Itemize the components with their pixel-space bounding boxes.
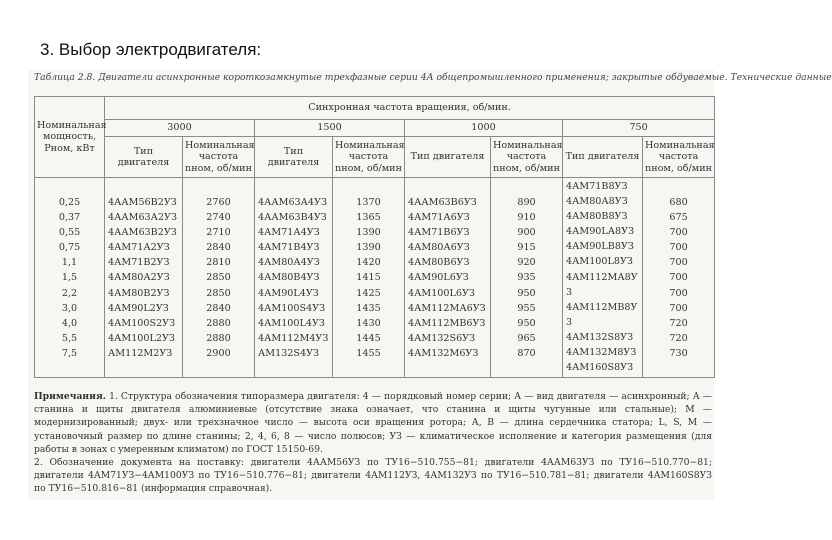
sync-speed-header: Синхронная частота вращения, об/мин. <box>105 97 715 120</box>
table-cell: 4ААМ63В6УЗ <box>408 197 477 208</box>
table-cell: 4АМ160S8УЗ <box>566 362 634 374</box>
type-column-750 <box>563 178 643 378</box>
note-1-text: 1. Структура обозначения типоразмера двигателя: 4 — порядковый номер серии; А — вид двигателя — асинхронный; А — станина и щиты двигателя алюминиевые (отсутствие знака означает, что станина и щиты чугунные или стальные); М — модернизированный; двух- или трехзначное число — высота оси вращения ротора; А, В — длина сердечника статора; L, S, M — установочный размер по длине станины; 2, 4, 6, 8 — число полюсов; УЗ — климатическое исполнение и категория размещения (для работы в зонах с умеренным климатом) по ГОСТ 15150-69. <box>34 391 712 455</box>
table-cell: 915 <box>517 242 536 254</box>
freq-column-1500 <box>333 178 405 378</box>
table-cell: 2880 <box>206 317 231 329</box>
table-cell: 0,75 <box>58 242 81 254</box>
freq-column-1000 <box>491 178 563 378</box>
table-cell: 720 <box>669 317 688 329</box>
table-cell: 4ААМ63А2УЗ <box>108 212 177 224</box>
table-cell: АМ112М2УЗ <box>108 347 173 359</box>
table-cell: 3,0 <box>61 302 78 314</box>
note-2: 2. Обозначение документа на поставку: двигатели 4ААМ56УЗ по ТУ16−510.755−81; двигатели 4ААМ63УЗ по ТУ16−510.770−81; двигатели 4АМ71УЗ−4АМ100УЗ по ТУ16−510.776−81; двигатели 4АМ112УЗ, 4АМ132УЗ по ТУ16−510.781−81; двигатели 4АМ160S8УЗ по ТУ16−510.816−81 (информация справочная). <box>34 457 712 495</box>
type-column-header: Тип двигателя <box>105 137 183 178</box>
table-cell: АМ132S4УЗ <box>258 347 319 359</box>
table-cell: 4АМ80А8УЗ <box>566 196 628 208</box>
table-cell: 4АМ90LВ8УЗ <box>566 241 634 253</box>
speed-group-header: 3000 <box>105 120 255 137</box>
table-cell: 900 <box>517 227 536 239</box>
table-notes <box>34 390 712 496</box>
table-cell: 0,37 <box>58 212 81 224</box>
table-cell: 5,5 <box>61 332 78 344</box>
table-cell: 4АМ112МА8У <box>566 271 638 283</box>
type-column-3000 <box>105 178 183 378</box>
speed-group-header: 1000 <box>405 120 563 137</box>
table-cell: 4АМ132М6УЗ <box>408 347 479 359</box>
table-cell: 4ААМ63В4УЗ <box>258 212 327 224</box>
table-cell: 700 <box>669 257 688 269</box>
freq-column-header: Номинальная частота nном, об/мин <box>643 137 715 178</box>
table-cell: 2880 <box>206 332 231 344</box>
table-cell: 1435 <box>356 302 381 314</box>
table-cell: 1430 <box>356 317 381 329</box>
table-cell: 4АМ80В8УЗ <box>566 211 628 223</box>
table-cell: 1370 <box>356 197 381 208</box>
table-caption: Таблица 2.8. Двигатели асинхронные короткозамкнутые трехфазные серии 4А общепромышленного применения; закрытые обдуваемые. Технические данные <box>34 72 832 83</box>
table-cell: 4АМ80В4УЗ <box>258 272 320 284</box>
table-cell: 4АМ80А2УЗ <box>108 272 170 284</box>
table-cell: 4АМ100L8УЗ <box>566 256 633 268</box>
table-cell: 1425 <box>356 287 381 299</box>
table-cell: 870 <box>517 347 536 359</box>
type-column-header: Тип двигателя <box>405 137 491 178</box>
notes-label: Примечания. <box>34 391 106 402</box>
table-cell: 4АМ80В2УЗ <box>108 287 170 299</box>
table-cell: 4АМ112МА6УЗ <box>408 302 486 314</box>
freq-column-750 <box>643 178 715 378</box>
table-cell: 7,5 <box>61 347 78 359</box>
table-cell: 950 <box>517 287 536 299</box>
table-cell: 4ААМ63В2УЗ <box>108 227 177 239</box>
type-column-1000 <box>405 178 491 378</box>
power-column <box>35 178 105 378</box>
table-cell: 910 <box>517 212 536 224</box>
table-cell: 935 <box>517 272 536 284</box>
freq-column-header: Номинальная частота nном, об/мин <box>491 137 563 178</box>
table-cell: 2850 <box>206 287 231 299</box>
table-cell: 920 <box>517 257 536 269</box>
table-cell: 1390 <box>356 242 381 254</box>
speed-group-header: 1500 <box>255 120 405 137</box>
table-cell: 4АМ71А2УЗ <box>108 242 170 254</box>
table-cell: 3 <box>566 286 573 298</box>
table-cell: 4АМ90L4УЗ <box>258 287 319 299</box>
table-cell: 4АМ112М4УЗ <box>258 332 329 344</box>
type-column-header: Тип двигателя <box>255 137 333 178</box>
table-cell: 4АМ80В6УЗ <box>408 257 470 269</box>
table-body-row <box>35 178 715 378</box>
table-cell: 965 <box>517 332 536 344</box>
table-cell: 4,0 <box>61 317 78 329</box>
table-cell: 4АМ71В6УЗ <box>408 227 470 239</box>
table-cell: 1,5 <box>61 272 78 284</box>
table-cell: 700 <box>669 287 688 299</box>
table-cell: 2760 <box>206 197 231 208</box>
freq-column-header: Номинальная частота nном, об/мин <box>333 137 405 178</box>
table-cell: 700 <box>669 242 688 254</box>
table-cell: 950 <box>517 317 536 329</box>
table-cell: 4АМ90L2УЗ <box>108 302 169 314</box>
type-column-header: Тип двигателя <box>563 137 643 178</box>
table-cell: 4АМ100L4УЗ <box>258 317 325 329</box>
table-cell: 4АМ100S4УЗ <box>258 302 326 314</box>
motor-spec-table <box>34 96 715 378</box>
table-cell: 4АМ100L6УЗ <box>408 287 475 299</box>
table-cell: 4АМ132S6УЗ <box>408 332 476 344</box>
freq-column-header: Номинальная частота nном, об/мин <box>183 137 255 178</box>
table-cell: 4АМ71А6УЗ <box>408 212 470 224</box>
table-cell: 2900 <box>206 347 231 359</box>
table-cell: 4ААМ56В2УЗ <box>108 197 177 208</box>
table-cell: 1390 <box>356 227 381 239</box>
table-cell: 2840 <box>206 302 231 314</box>
table-cell: 1415 <box>356 272 381 284</box>
table-cell: 0,55 <box>58 227 81 239</box>
table-cell: 4АМ100L2УЗ <box>108 332 175 344</box>
table-cell: 4АМ71А4УЗ <box>258 227 320 239</box>
note-1 <box>34 390 712 456</box>
slide-title: 3. Выбор электродвигателя: <box>40 40 262 59</box>
table-cell: 720 <box>669 332 688 344</box>
table-cell: 4АМ112МВ6УЗ <box>408 317 486 329</box>
table-cell: 2740 <box>206 212 231 224</box>
table-cell: 730 <box>669 347 688 359</box>
table-cell: 1445 <box>356 332 381 344</box>
speed-group-header: 750 <box>563 120 715 137</box>
table-cell: 700 <box>669 227 688 239</box>
table-cell: 2840 <box>206 242 231 254</box>
table-cell: 4ААМ63А4УЗ <box>258 197 327 208</box>
table-cell: 3 <box>566 316 573 328</box>
table-cell: 955 <box>517 302 536 314</box>
power-header: Номинальная мощность, Pном, кВт <box>35 97 105 178</box>
table-cell: 2810 <box>206 257 231 269</box>
table-cell: 4АМ132S8УЗ <box>566 331 634 343</box>
table-cell: 0,25 <box>58 197 81 208</box>
type-column-1500 <box>255 178 333 378</box>
table-cell: 1,1 <box>61 257 78 269</box>
table-cell: 4АМ112МВ8У <box>566 301 638 313</box>
table-cell: 675 <box>669 212 688 224</box>
table-cell: 4АМ71В8УЗ <box>566 181 628 192</box>
table-cell: 2850 <box>206 272 231 284</box>
table-cell: 2710 <box>206 227 231 239</box>
table-cell: 4АМ80А4УЗ <box>258 257 320 269</box>
table-cell: 700 <box>669 302 688 314</box>
table-cell: 4АМ71В2УЗ <box>108 257 170 269</box>
table-cell: 1455 <box>356 347 381 359</box>
table-cell: 4АМ90L6УЗ <box>408 272 469 284</box>
table-cell: 4АМ100S2УЗ <box>108 317 176 329</box>
table-cell: 4АМ90LА8УЗ <box>566 226 635 238</box>
table-cell: 4АМ71В4УЗ <box>258 242 320 254</box>
table-cell: 1420 <box>356 257 381 269</box>
table-cell: 2,2 <box>61 287 78 299</box>
freq-column-3000 <box>183 178 255 378</box>
table-cell: 890 <box>517 197 536 208</box>
table-cell: 4АМ132М8УЗ <box>566 347 637 359</box>
table-cell: 680 <box>669 197 688 208</box>
table-cell: 700 <box>669 272 688 284</box>
table-cell: 1365 <box>356 212 381 224</box>
table-cell: 4АМ80А6УЗ <box>408 242 470 254</box>
